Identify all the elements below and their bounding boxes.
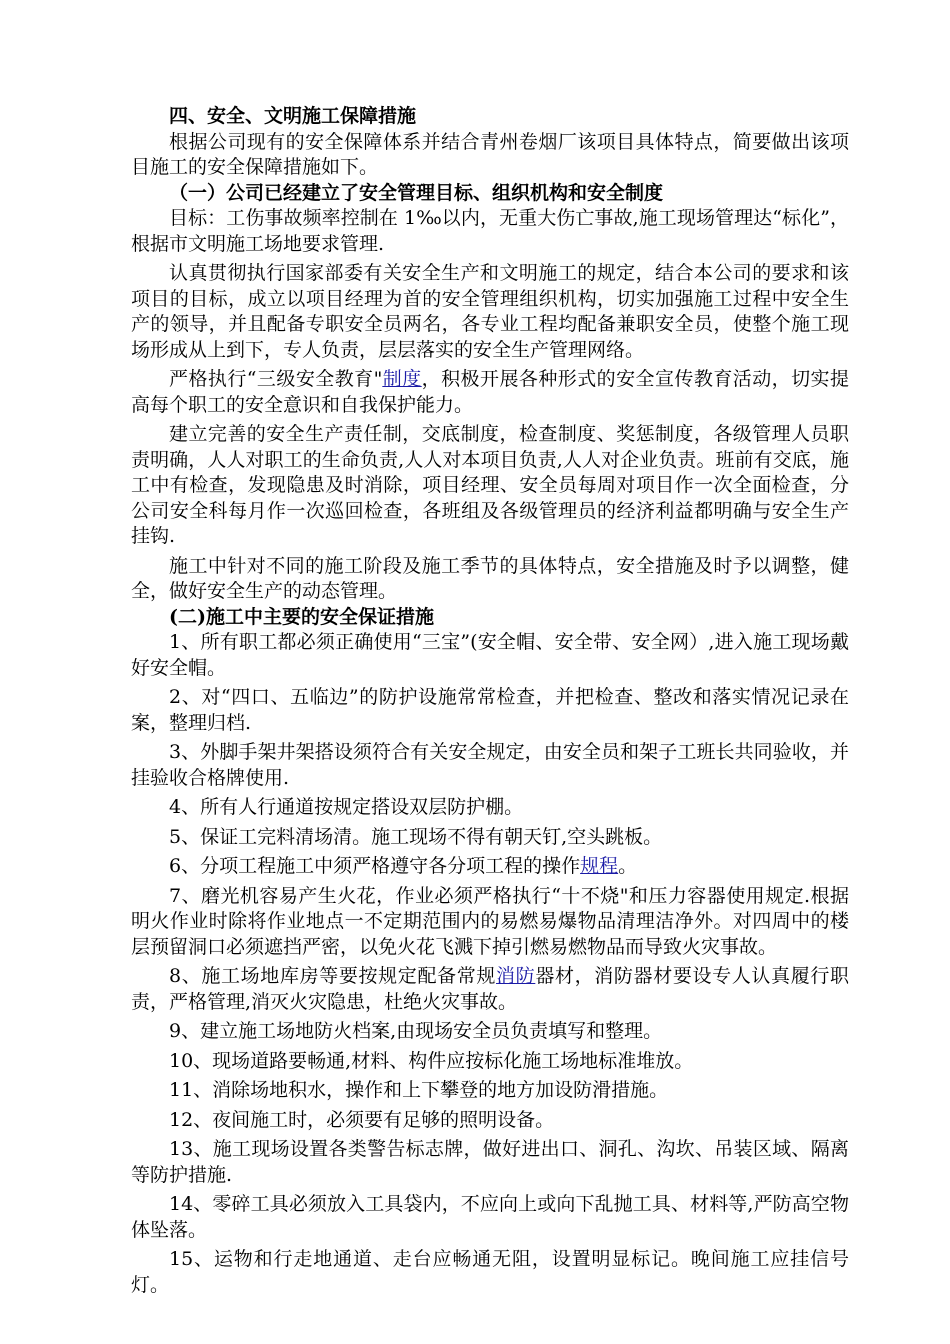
list-item-12: 12、夜间施工时，必须要有足够的照明设备。 bbox=[169, 1108, 555, 1131]
link-system[interactable]: 制度 bbox=[382, 368, 422, 390]
item6-text-a: 6、分项工程施工中须严格遵守各分项工程的操作 bbox=[169, 855, 581, 877]
list-item-13: 13、施工现场设置各类警告标志牌，做好进出口、洞孔、沟坎、吊装区域、隔离等防护措施. bbox=[131, 1138, 849, 1186]
paragraph-organization: 认真贯彻执行国家部委有关安全生产和文明施工的规定，结合本公司的要求和该项目的目标，成立以项目经理为首的安全管理组织机构，切实加强施工过程中安全生产的领导，并且配备专职安全员两名，各专业工程均配备兼职安全员，使整个施工现场形成从上到下，专人负责，层层落实的安全生产管理网络。 bbox=[131, 262, 849, 361]
subsection-title-1: （一）公司已经建立了安全管理目标、组织机构和安全制度 bbox=[169, 181, 664, 204]
list-item-11: 11、消除场地积水，操作和上下攀登的地方加设防滑措施。 bbox=[169, 1079, 669, 1101]
link-fire-protection[interactable]: 消防 bbox=[496, 965, 536, 987]
paragraph-target: 目标：工伤事故频率控制在 1‰以内，无重大伤亡事故,施工现场管理达“标化”，根据市文明施工场地要求管理. bbox=[131, 207, 849, 255]
list-item-4: 4、所有人行通道按规定搭设双层防护棚。 bbox=[169, 796, 524, 818]
item8-text-b: 器材，消防器材要设专人认真履行职责，严格管理,消灭火灾隐患，杜绝火灾事故。 bbox=[131, 965, 849, 1013]
paragraph-education bbox=[131, 367, 849, 418]
list-item-1: 1、所有职工都必须正确使用“三宝”(安全帽、安全带、安全网）,进入施工现场戴好安全帽。 bbox=[131, 631, 849, 679]
list-item-8 bbox=[131, 964, 849, 1015]
list-item-9: 9、建立施工场地防火档案,由现场安全员负责填写和整理。 bbox=[169, 1020, 663, 1042]
list-item-2: 2、对“四口、五临边”的防护设施常常检查，并把检查、整改和落实情况记录在案，整理归档. bbox=[131, 686, 849, 734]
list-item-15: 15、运物和行走地通道、走台应畅通无阻，设置明显标记。晚间施工应挂信号灯。 bbox=[131, 1248, 849, 1296]
item6-text-b: 。 bbox=[618, 855, 638, 877]
list-item-5: 5、保证工完料清场清。施工现场不得有朝天钉,空头跳板。 bbox=[169, 825, 663, 848]
item8-text-a: 8、施工场地库房等要按规定配备常规 bbox=[169, 965, 497, 987]
list-item-14: 14、零碎工具必须放入工具袋内，不应向上或向下乱抛工具、材料等,严防高空物体坠落。 bbox=[131, 1193, 849, 1241]
list-item-6 bbox=[131, 854, 849, 880]
section-heading-four: 四、安全、文明施工保障措施 bbox=[169, 105, 417, 127]
intro-paragraph: 根据公司现有的安全保障体系并结合青州卷烟厂该项目具体特点，简要做出该项目施工的安全保障措施如下。 bbox=[131, 130, 849, 178]
document-page bbox=[131, 104, 849, 1298]
list-item-3: 3、外脚手架井架搭设须符合有关安全规定，由安全员和架子工班长共同验收，并挂验收合格牌使用. bbox=[131, 741, 849, 789]
subsection-title-2: (二)施工中主要的安全保证措施 bbox=[169, 605, 434, 628]
education-text-b: ，积极开展各种形式的安全宣传教育活动，切实提高每个职工的安全意识和自我保护能力。 bbox=[131, 368, 849, 416]
education-text-a: 严格执行“三级安全教育" bbox=[169, 368, 383, 390]
link-regulation[interactable]: 规程 bbox=[580, 855, 619, 877]
paragraph-dynamic: 施工中针对不同的施工阶段及施工季节的具体特点，安全措施及时予以调整，健全，做好安全生产的动态管理。 bbox=[131, 554, 849, 602]
paragraph-responsibility: 建立完善的安全生产责任制，交底制度，检查制度、奖惩制度，各级管理人员职责明确，人人对职工的生命负责,人人对本项目负责,人人对企业负责。班前有交底，施工中有检查，发现隐患及时消除，项目经理、安全员每周对项目作一次全面检查，分公司安全科每月作一次巡回检查，各班组及各级管理员的经济利益都明确与安全生产挂钩. bbox=[131, 423, 849, 547]
list-item-7: 7、磨光机容易产生火花，作业必须严格执行“十不烧"和压力容器使用规定.根据明火作业时除将作业地点一不定期范围内的易燃易爆物品清理洁净外。对四周中的楼层预留洞口必须遮挡严密，以免火花飞溅下掉引燃易燃物品而导致火灾事故。 bbox=[131, 884, 849, 958]
list-item-10: 10、现场道路要畅通,材料、构件应按标化施工场地标准堆放。 bbox=[169, 1049, 694, 1072]
